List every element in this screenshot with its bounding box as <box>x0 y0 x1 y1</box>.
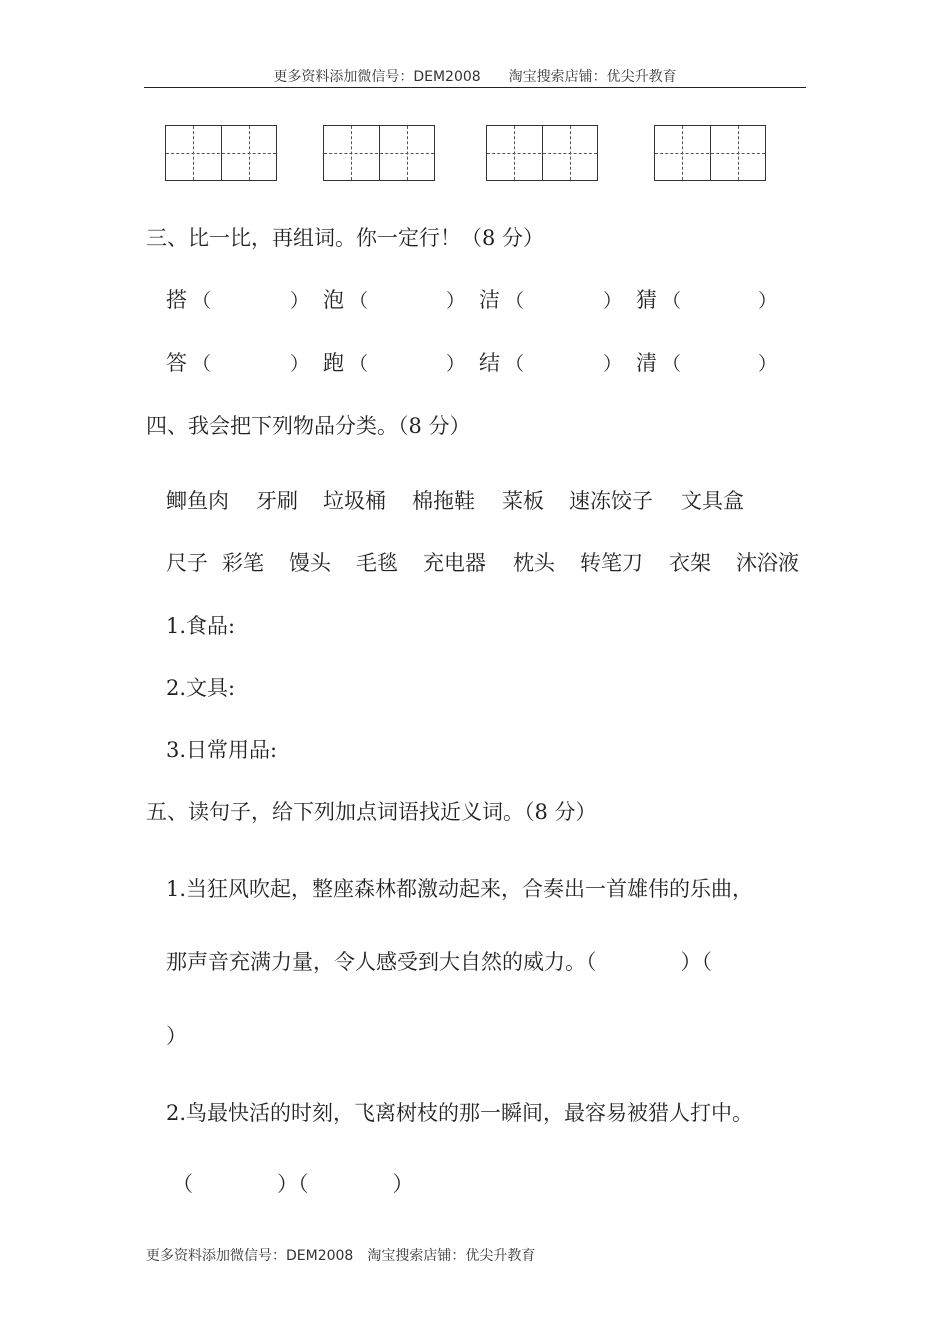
word-item: 沐浴液 <box>736 551 799 575</box>
section-3-title: 三、比一比，再组词。你一定行！（8 分） <box>146 226 545 250</box>
word-item: 垃圾桶 <box>323 489 386 513</box>
char-cell: 结 <box>479 351 500 375</box>
category-stationery: 2.文具: <box>166 676 236 700</box>
char-cell: 猜 <box>636 288 657 312</box>
char-cell: 搭 <box>166 288 187 312</box>
word-item: 充电器 <box>423 551 486 575</box>
word-item: 速冻饺子 <box>569 489 653 513</box>
category-food: 1.食品: <box>166 614 236 638</box>
char-cell: 洁 <box>479 288 500 312</box>
word-item: 彩笔 <box>222 551 264 575</box>
question-1-line-2: 那声音充满力量，令人感受到大自然的威力。（ ）（ <box>166 950 712 974</box>
word-item: 菜板 <box>502 489 544 513</box>
word-item: 馒头 <box>289 551 331 575</box>
section-4-title: 四、我会把下列物品分类。（8 分） <box>146 414 471 438</box>
question-2-line-2: （ ）（ ） <box>172 1172 414 1196</box>
page-footer: 更多资料添加微信号：DEM2008 淘宝搜索店铺：优尖升教育 <box>146 1248 536 1264</box>
word-item: 枕头 <box>513 551 555 575</box>
char-cell: 泡 <box>323 288 344 312</box>
page-header: 更多资料添加微信号：DEM2008 淘宝搜索店铺：优尖升教育 <box>273 69 677 85</box>
section-5-title: 五、读句子，给下列加点词语找近义词。（8 分） <box>146 800 597 824</box>
question-1-line-1: 1.当狂风吹起，整座森林都激动起来，合奏出一首雄伟的乐曲， <box>166 877 754 901</box>
header-rule <box>144 87 806 88</box>
word-item: 尺子 <box>166 551 208 575</box>
word-item: 毛毯 <box>356 551 398 575</box>
category-daily-items: 3.日常用品: <box>166 738 278 762</box>
word-item: 鲫鱼肉 <box>166 489 229 513</box>
question-1-line-3: ） <box>166 1024 187 1048</box>
char-cell: 清 <box>636 351 657 375</box>
char-cell: 跑 <box>323 351 344 375</box>
question-2-line-1: 2.鸟最快活的时刻，飞离树枝的那一瞬间，最容易被猎人打中。 <box>166 1101 754 1125</box>
word-item: 棉拖鞋 <box>412 489 475 513</box>
word-item: 转笔刀 <box>580 551 643 575</box>
word-item: 牙刷 <box>256 489 298 513</box>
writing-grid <box>165 125 277 181</box>
word-item: 文具盒 <box>681 489 744 513</box>
writing-grid <box>486 125 598 181</box>
char-cell: 答 <box>166 351 187 375</box>
writing-grid <box>323 125 435 181</box>
word-item: 衣架 <box>669 551 711 575</box>
writing-grid <box>654 125 766 181</box>
